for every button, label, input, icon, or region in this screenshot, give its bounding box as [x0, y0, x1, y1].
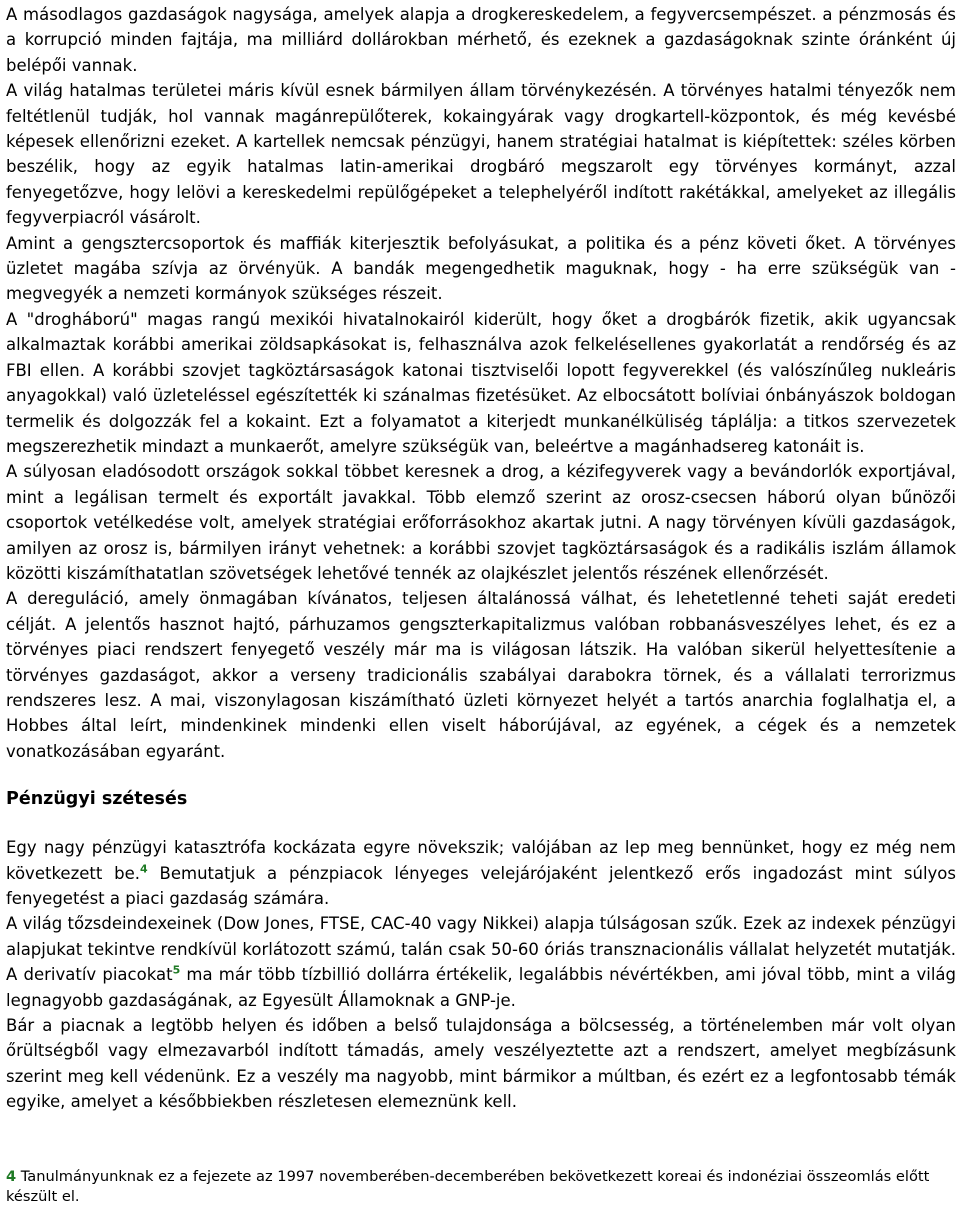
paragraph-secondary-economies: A másodlagos gazdaságok nagysága, amelyek alapja a drogkereskedelem, a fegyvercsempészet. a pénzmosás és a korrupció minden fajtája, ma milliárd dollárokban mérhető, és ezeknek a gazdaságoknak szinte óránként új belépői vannak.	[6, 5, 956, 75]
paragraph-text: ma már több tízbillió dollárra értékelik, legalábbis névértékben, ami jóval több, mint a világ legnagyobb gazdaságának, az Egyesült Államoknak a GNP-je.	[6, 965, 956, 1010]
paragraph-text: A világ tőzsdeindexeinek (Dow Jones, FTSE, CAC-40 vagy Nikkei) alapja túlságosan szűk. Ezek az indexek pénzügyi alapjukat tekintve rendkívül korlátozott számú, talán csak 50-60 óriás transznacionális vállalat helyzetét mutatják. A derivatív piacokat	[6, 914, 956, 985]
document-page	[6, 2, 956, 1205]
paragraph-text: Egy nagy pénzügyi katasztrófa kockázata egyre növekszik; valójában az lep meg bennünket, hogy ez még nem következett be.	[6, 838, 956, 883]
footnote-reference-4[interactable]: 4	[140, 862, 148, 876]
footnote-reference-5[interactable]: 5	[172, 963, 181, 977]
paragraph-gangster-influence: Amint a gengsztercsoportok és maffiák kiterjesztik befolyásukat, a politika és a pénz követi őket. A törvényes üzletet magába szívja az örvényük. A bandák megengedhetik maguknak, hogy - ha erre szükségük van - megvegyék a nemzeti kormányok szükséges részeit.	[6, 233, 956, 304]
paragraph-stock-indices	[6, 911, 956, 1013]
footnote	[6, 1167, 956, 1206]
paragraph-drug-war: A "drogháború" magas rangú mexikói hivatalnokairól kiderült, hogy őket a drogbárók fizetik, akik ugyancsak alkalmaztak korábbi amerikai zöldsapkásokat is, felhasználva azok felkelésellenes gyakorlatát a rendőrség és az FBI ellen. A korábbi szovjet tagköztársaságok katonai tisztviselői lopott fegyverekkel (és valószínűleg nukleáris anyagokkal) való üzleteléssel egészítették ki szánalmas fizetésüket. Az elbocsátott bolíviai ónbányászok boldogan termelik és dolgozzák fel a kokaint. Ezt a folyamatot a kiterjedt munkanélküliség táplálja: a titkos szervezetek megszerezhetik mindazt a munkaerőt, amelyre szükségük van, beleértve a magánhadsereg katonáit is.	[6, 309, 956, 456]
section-heading: Pénzügyi szétesés	[6, 789, 188, 810]
section-heading-wrap	[6, 787, 956, 812]
paragraph-lawless-territories: A világ hatalmas területei máris kívül esnek bármilyen állam törvénykezésén. A törvényes hatalmi tényezők nem feltétlenül tudják, hol vannak magánrepülőterek, kokaingyárak vagy drogkartell-központok, és még kevésbé képesek ellenőrizni ezeket. A kartellek nemcsak pénzügyi, hanem stratégiai hatalmat is kiépítettek: széles körben beszélik, hogy az egyik hatalmas latin-amerikai drogbáró megszarolt egy törvényes kormányt, azzal fenyegetőzve, hogy lelövi a kereskedelmi repülőgépeket a telephelyéről indított rakétákkal, amelyeket az illegális fegyverpiacról vásárolt.	[6, 81, 956, 228]
paragraph-financial-catastrophe	[6, 835, 956, 911]
paragraph-deregulation: A dereguláció, amely önmagában kívánatos, teljesen általánossá válhat, és lehetetlenné teheti saját eredeti célját. A jelentős hasznot hajtó, párhuzamos gengszterkapitalizmus valóban robbanásveszélyes lehet, és ez a törvényes piaci rendszert fenyegető veszély már ma is világosan látszik. Ha valóban sikerül helyettesítenie a törvényes gazdaságot, akkor a verseny tradicionális szabályai darabokra törnek, és a vállalati terrorizmus rendszeres lesz. A mai, viszonylagosan kiszámítható üzleti környezet helyét a tartós anarchia foglalhatja el, a Hobbes által leírt, mindenkinek mindenki ellen viselt háborújával, az egyének, a cégek és a nemzetek vonatkozásában egyaránt.	[6, 589, 956, 761]
footnote-text: Tanulmányunknak ez a fejezete az 1997 novemberében-decemberében bekövetkezett koreai és indonéziai összeomlás előtt készült el.	[6, 1168, 930, 1205]
paragraph-text: Bemutatjuk a pénzpiacok lényeges velejárójaként jelentkező erős ingadozást mint súlyos fenyegetést a piaci gazdaság számára.	[6, 863, 956, 908]
paragraph-market-wisdom: Bár a piacnak a legtöbb helyen és időben a belső tulajdonsága a bölcsesség, a történelemben már volt olyan őrültségből vagy elmezavarból indított támadás, amely veszélyeztette azt a rendszert, amelyet megbízásunk szerint meg kell védenünk. Ez a veszély ma nagyobb, mint bármikor a múltban, és ezért ez a legfontosabb témák egyike, amelyet a későbbiekben részletesen elemeznünk kell.	[6, 1016, 956, 1112]
footnote-number: 4	[6, 1168, 17, 1185]
paragraph-indebted-countries: A súlyosan eladósodott országok sokkal többet keresnek a drog, a kézifegyverek vagy a bevándorlók exportjával, mint a legálisan termelt és exportált javakkal. Több elemző szerint az orosz-csecsen háború olyan bűnözői csoportok vetélkedése volt, amelyek stratégiai erőforrásokhoz akartak jutni. A nagy törvényen kívüli gazdaságok, amilyen az orosz is, bármilyen irányt vehetnek: a korábbi szovjet tagköztársaságok és a radikális iszlám államok közötti kiszámíthatatlan szövetségek lehetővé tennék az olajkészlet jelentős részének ellenőrzését.	[6, 462, 956, 583]
